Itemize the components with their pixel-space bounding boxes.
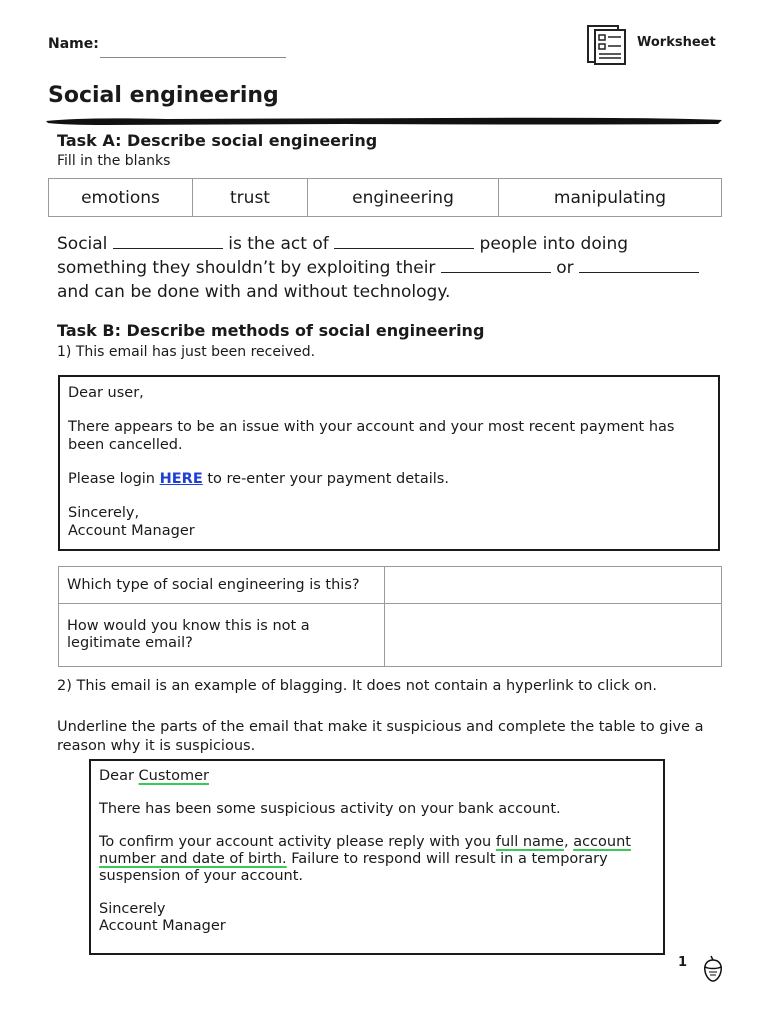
- email-greeting: Dear user,: [68, 385, 144, 401]
- underlined-text: full name: [495, 834, 564, 850]
- question-cell: Which type of social engineering is this?: [59, 567, 385, 604]
- email-body: There has been some suspicious activity on your bank account.: [99, 801, 561, 817]
- email-2: [89, 759, 665, 955]
- question-1-intro: 1) This email has just been received.: [57, 344, 316, 360]
- email-greeting: Dear Customer: [99, 768, 209, 784]
- task-b-title: Task B: Describe methods of social engineering: [57, 321, 485, 340]
- table-row: [59, 604, 722, 667]
- sentence-text: and can be done with and without technology.: [57, 282, 451, 302]
- blank-3[interactable]: [441, 258, 551, 273]
- question-2-intro: 2) This email is an example of blagging. It does not contain a hyperlink to click on.: [57, 678, 657, 694]
- phishing-link[interactable]: HERE: [159, 471, 203, 487]
- underlined-text: account number and date of birth.: [99, 834, 631, 867]
- blank-4[interactable]: [579, 258, 699, 273]
- word-bank-item: emotions: [49, 179, 193, 217]
- blank-1[interactable]: [113, 234, 223, 249]
- sentence-text: or: [556, 258, 574, 278]
- sentence-text: Social: [57, 234, 108, 254]
- email-body: There appears to be an issue with your account and your most recent payment has been cancelled.: [68, 419, 675, 453]
- answer-cell[interactable]: [385, 567, 722, 604]
- email-signature: Sincerely, Account Manager: [68, 505, 195, 539]
- page-title: Social engineering: [48, 83, 279, 108]
- worksheet-icon: [586, 24, 628, 66]
- acorn-logo-icon: [700, 955, 726, 983]
- blank-2[interactable]: [334, 234, 474, 249]
- email-body: To confirm your account activity please reply with you full name, account number and date of birth. Failure to respond will result in a temporary suspension of your account.: [99, 834, 631, 884]
- question-2-instruction: Underline the parts of the email that make it suspicious and complete the table to give a reason why it is suspicious.: [57, 719, 704, 754]
- table-row: [59, 567, 722, 604]
- task-a-instruction: Fill in the blanks: [57, 153, 171, 169]
- word-bank: [48, 178, 722, 217]
- word-bank-item: manipulating: [499, 179, 722, 217]
- page-number: 1: [678, 955, 688, 970]
- word-bank-item: engineering: [308, 179, 499, 217]
- sentence-text: is the act of: [228, 234, 329, 254]
- task-a-title: Task A: Describe social engineering: [57, 131, 378, 150]
- name-label: Name:: [48, 36, 99, 52]
- email-body: Please login HERE to re-enter your payment details.: [68, 471, 449, 487]
- question-table: [58, 566, 722, 667]
- sentence-text: people into doing: [479, 234, 629, 254]
- answer-cell[interactable]: [385, 604, 722, 667]
- title-divider: [46, 116, 722, 126]
- name-field[interactable]: [100, 57, 286, 58]
- underlined-text: Customer: [138, 768, 209, 784]
- email-signature: Sincerely Account Manager: [99, 901, 226, 934]
- word-bank-item: trust: [193, 179, 308, 217]
- sentence-text: something they shouldn’t by exploiting their: [57, 258, 436, 278]
- doc-type-label: Worksheet: [637, 35, 716, 50]
- fill-in-paragraph: [57, 232, 717, 304]
- email-1: [58, 375, 720, 551]
- question-cell: How would you know this is not a legitimate email?: [59, 604, 385, 667]
